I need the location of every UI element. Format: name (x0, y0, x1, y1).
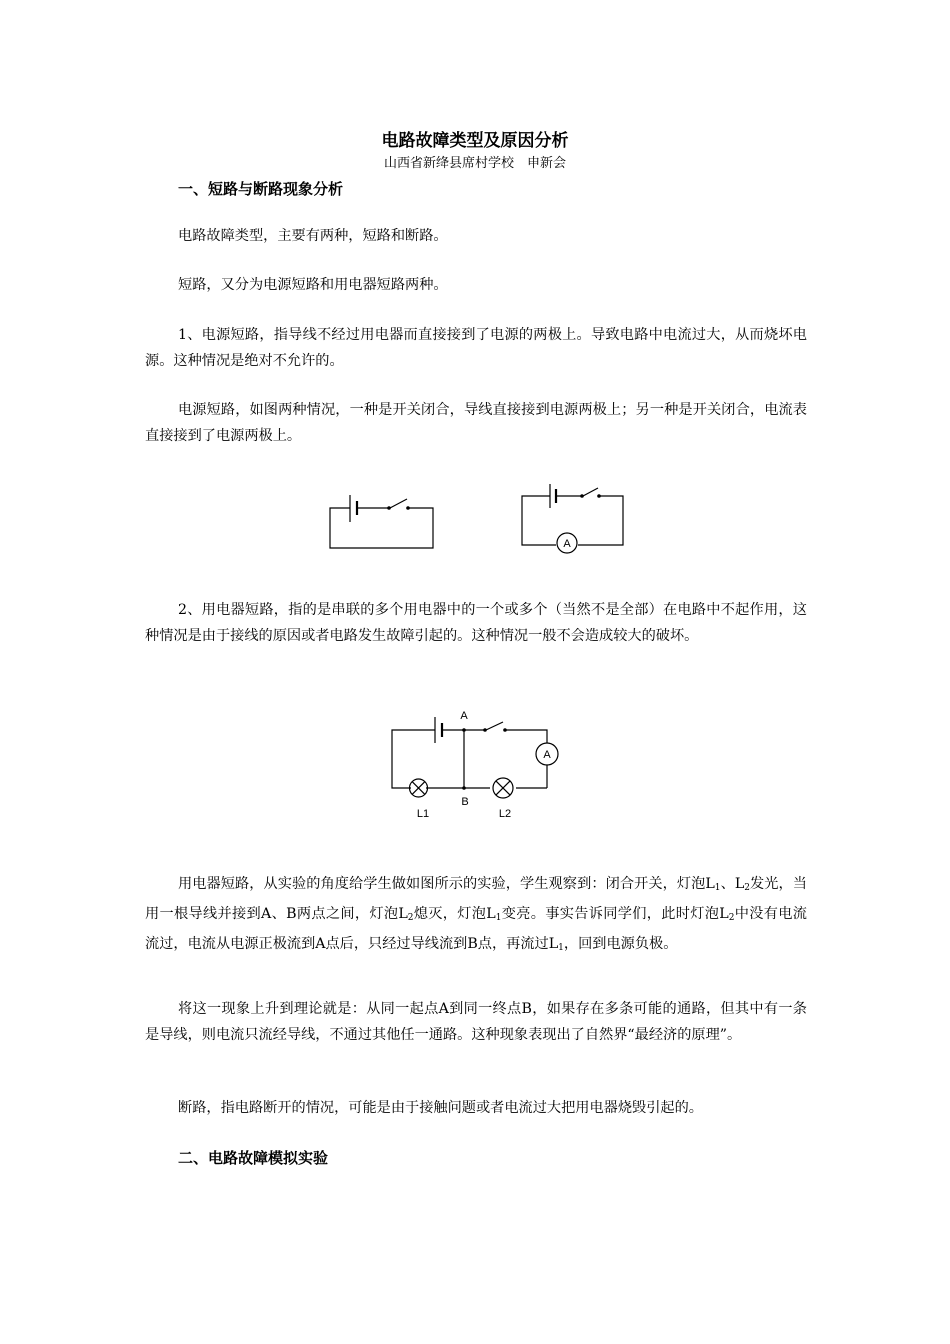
section-heading-1: 一、短路与断路现象分析 (178, 180, 344, 198)
paragraph-6: 用电器短路，从实验的角度给学生做如图所示的实验，学生观察到：闭合开关，灯泡$L_1$、$L_2$发光，当用一根导线并接到A、B两点之间，灯泡$L_2$熄灭，灯泡$L_1$变亮。事实告诉同学们，此时灯泡$L_2$中没有电流流过，电流从电源正极流到A点后，只经过导线流到B点，再流过$L_1$，回到电源负极。 (145, 876, 807, 953)
paragraph-8: 断路，指电路断开的情况，可能是由于接触问题或者电流过大把用电器烧毁引起的。 (178, 1100, 703, 1116)
document-title: 电路故障类型及原因分析 (381, 131, 569, 151)
paragraph-5: 2、用电器短路，指的是串联的多个用电器中的一个或多个（当然不是全部）在电路中不起作用，这种情况是由于接线的原因或者电路发生故障引起的。这种情况一般不会造成较大的破坏。 (145, 602, 807, 644)
paragraph-4: 电源短路，如图两种情况，一种是开关闭合，导线直接接到电源两极上；另一种是开关闭合，电流表直接接到了电源两极上。 (145, 402, 807, 444)
lamp-1-label: L1 (416, 808, 430, 820)
section-heading-2: 二、电路故障模拟实验 (178, 1149, 329, 1167)
circuit-diagram-ammeter-short (514, 480, 634, 555)
paragraph-1: 电路故障类型，主要有两种，短路和断路。 (178, 228, 448, 244)
point-a-label: A (460, 710, 468, 722)
circuit-diagram-appliance-short (385, 705, 570, 823)
circuit-diagram-power-short (320, 480, 445, 560)
paragraph-3: 1、电源短路，指导线不经过用电器而直接接到了电源的两极上。导致电路中电流过大，从而烧坏电源。这种情况是绝对不允许的。 (145, 327, 807, 369)
point-b-label: B (461, 796, 469, 808)
paragraph-7: 将这一现象上升到理论就是：从同一起点A到同一终点B，如果存在多条可能的通路，但其中有一条是导线，则电流只流经导线，不通过其他任一通路。这种现象表现出了自然界“最经济的原理”。 (145, 1001, 807, 1043)
paragraph-2: 短路，又分为电源短路和用电器短路两种。 (178, 277, 448, 293)
document-author: 山西省新绛县席村学校 申新会 (383, 156, 566, 171)
lamp-2-label: L2 (498, 808, 512, 820)
ammeter-symbol: A (543, 749, 551, 761)
ammeter-symbol: A (563, 538, 571, 550)
